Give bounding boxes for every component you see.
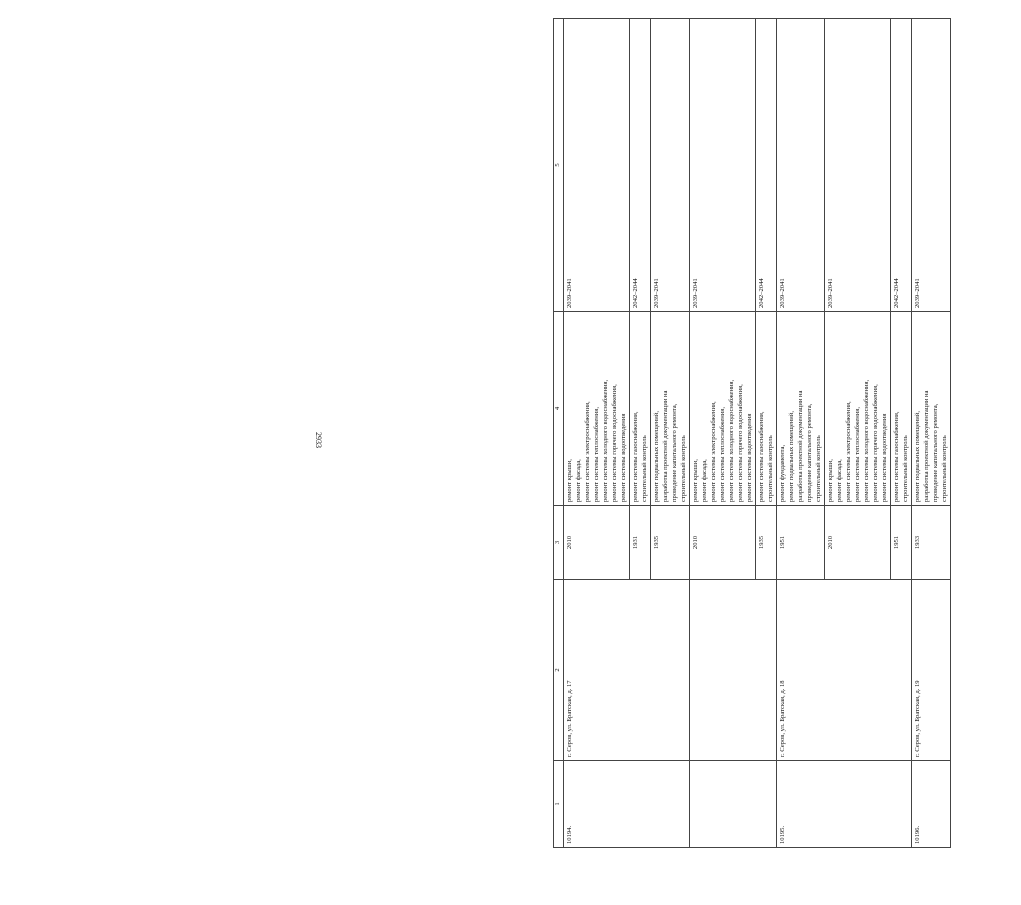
works-cell [825,312,891,506]
work-item: ремонт системы водоотведения [881,413,888,502]
work-item: ремонт фундамента, [779,444,786,502]
period-cell: 2042–2044 [891,19,912,312]
work-item: ремонт системы газоснабжения, [893,411,900,502]
work-item: ремонт фасада, [575,459,582,502]
capital-repair-table [553,18,951,848]
work-item: ремонт крыши, [692,459,699,502]
work-item: проведение капитального ремонта, [671,403,678,502]
work-item: строительный контроль [902,435,909,502]
works-cell [630,312,651,506]
work-item: проведение капитального ремонта, [806,403,813,502]
work-item: ремонт системы теплоснабжения, [593,407,600,502]
table-row [690,19,756,848]
address-cell: г. Серов, ул. Братская, д. 17 [564,580,690,761]
rotated-table-container [553,19,1021,848]
work-item: ремонт системы водоотведения [746,413,753,502]
period-cell: 2039–2041 [651,19,690,312]
page-number: 2933 [314,432,323,448]
work-item: ремонт системы горячего водоснабжения, [611,384,618,502]
work-item: строительный контроль [941,435,948,502]
year-cell: 1933 [912,506,951,580]
year-cell: 1935 [756,506,777,580]
row-number-cell: 10196. [912,761,951,848]
work-item: ремонт системы электроснабжения, [584,401,591,502]
row-number-cell: 10194. [564,761,690,848]
work-item: ремонт системы электроснабжения, [845,401,852,502]
period-cell: 2039–2041 [777,19,825,312]
year-cell: 1931 [630,506,651,580]
period-cell: 2039–2041 [690,19,756,312]
address-cell: г. Серов, ул. Братская, д. 19 [912,580,951,761]
table-row [777,19,825,848]
table-row [564,19,630,848]
work-item: ремонт крыши, [827,459,834,502]
column-header-3: 3 [554,506,564,580]
work-item: ремонт системы электроснабжения, [710,401,717,502]
column-header-4: 4 [554,312,564,506]
address-cell [690,580,777,761]
period-cell: 2039–2041 [912,19,951,312]
year-cell: 1951 [777,506,825,580]
column-header-2: 2 [554,580,564,761]
work-item: ремонт системы горячего водоснабжения, [872,384,879,502]
works-cell [651,312,690,506]
period-cell: 2042–2044 [630,19,651,312]
work-item: ремонт системы газоснабжения, [758,411,765,502]
work-item: ремонт системы теплоснабжения, [719,407,726,502]
work-item: ремонт системы водоотведения [620,413,627,502]
work-item: разработка проектной документации на [662,390,669,502]
year-cell: 2010 [690,506,756,580]
work-item: ремонт системы теплоснабжения, [854,407,861,502]
column-header-5: 5 [554,19,564,312]
work-item: ремонт фасада, [701,459,708,502]
work-item: ремонт системы холодного водоснабжения, [602,379,609,502]
work-item: ремонт крыши, [566,459,573,502]
work-item: разработка проектной документации на [923,390,930,502]
work-item: ремонт подвальных помещений, [653,411,660,502]
period-cell: 2042–2044 [756,19,777,312]
year-cell: 1951 [891,506,912,580]
work-item: строительный контроль [641,435,648,502]
address-cell: г. Серов, ул. Братская, д. 18 [777,580,912,761]
works-cell [690,312,756,506]
works-cell [564,312,630,506]
column-header-1: 1 [554,761,564,848]
year-cell: 2010 [825,506,891,580]
work-item: ремонт системы горячего водоснабжения, [737,384,744,502]
work-item: строительный контроль [815,435,822,502]
works-cell [891,312,912,506]
period-cell: 2039–2041 [564,19,630,312]
row-number-cell [690,761,777,848]
work-item: ремонт системы газоснабжения, [632,411,639,502]
works-cell [756,312,777,506]
work-item: ремонт системы холодного водоснабжения, [728,379,735,502]
work-item: строительный контроль [680,435,687,502]
work-item: ремонт подвальных помещений, [914,411,921,502]
work-item: ремонт подвальных помещений, [788,411,795,502]
works-cell [912,312,951,506]
table-row [912,19,951,848]
period-cell: 2039–2041 [825,19,891,312]
work-item: ремонт системы холодного водоснабжения, [863,379,870,502]
work-item: разработка проектной документации на [797,390,804,502]
work-item: строительный контроль [767,435,774,502]
column-number-row [554,19,564,848]
year-cell: 1935 [651,506,690,580]
work-item: проведение капитального ремонта, [932,403,939,502]
year-cell: 2010 [564,506,630,580]
works-cell [777,312,825,506]
row-number-cell: 10195. [777,761,912,848]
work-item: ремонт фасада, [836,459,843,502]
